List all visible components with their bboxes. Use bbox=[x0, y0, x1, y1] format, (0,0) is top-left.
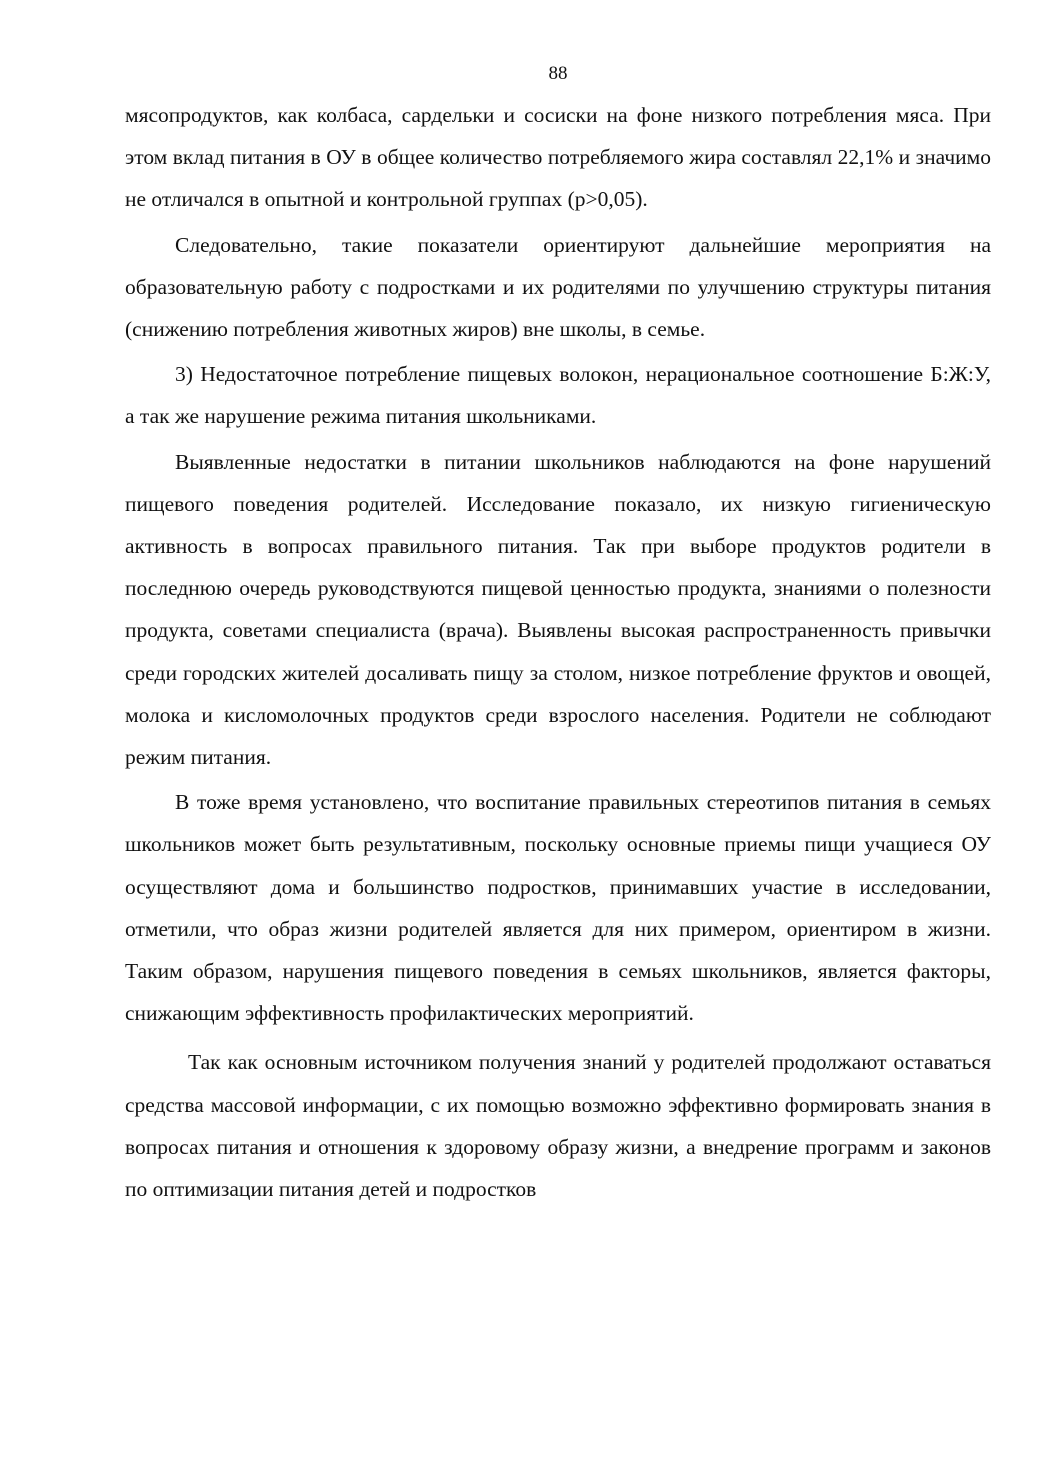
page-number: 88 bbox=[548, 63, 568, 84]
paragraph-at-same-time: В тоже время установлено, что воспитание правильных стереотипов питания в семьях школьников может быть результативным, поскольку основные приемы пищи учащиеся ОУ осуществляют дома и большинство подростков, принимавших участие в исследовании, отметили, что образ жизни родителей является для них примером, ориентиром в жизни. Таким образом, нарушения пищевого поведения в семьях школьников, является факторы, снижающим эффективность профилактических мероприятий. bbox=[125, 790, 991, 1026]
body-text bbox=[125, 94, 991, 1210]
paragraph-identified-shortcomings: Выявленные недостатки в питании школьников наблюдаются на фоне нарушений пищевого поведения родителей. Исследование показало, их низкую гигиеническую активность в вопросах правильного питания. Так при выборе продуктов родители в последнюю очередь руководствуются пищевой ценностью продукта, знаниями о полезности продукта, советами специалиста (врача). Выявлены высокая распространенность привычки среди городских жителей досаливать пищу за столом, низкое потребление фруктов и овощей, молока и кисломолочных продуктов среди взрослого населения. Родители не соблюдают режим питания. bbox=[125, 449, 991, 770]
paragraph-consequently: Следовательно, такие показатели ориентируют дальнейшие мероприятия на образовательную работу с подростками и их родителями по улучшению структуры питания (снижению потребления животных жиров) вне школы, в семье. bbox=[125, 232, 991, 342]
paragraph-mass-media: Так как основным источником получения знаний у родителей продолжают оставаться средства массовой информации, с их помощью возможно эффективно формировать знания в вопросах питания и отношения к здоровому образу жизни, а внедрение программ и законов по оптимизации питания детей и подростков bbox=[125, 1050, 991, 1202]
paragraph-fat-intake: мясопродуктов, как колбаса, сардельки и сосиски на фоне низкого потребления мяса. При этом вклад питания в ОУ в общее количество потребляемого жира составлял 22,1% и значимо не отличался в опытной и контрольной группах (р>0,05). bbox=[125, 103, 991, 212]
paragraph-point-3: 3) Недостаточное потребление пищевых волокон, нерациональное соотношение Б:Ж:У, а так же нарушение режима питания школьниками. bbox=[125, 362, 991, 429]
